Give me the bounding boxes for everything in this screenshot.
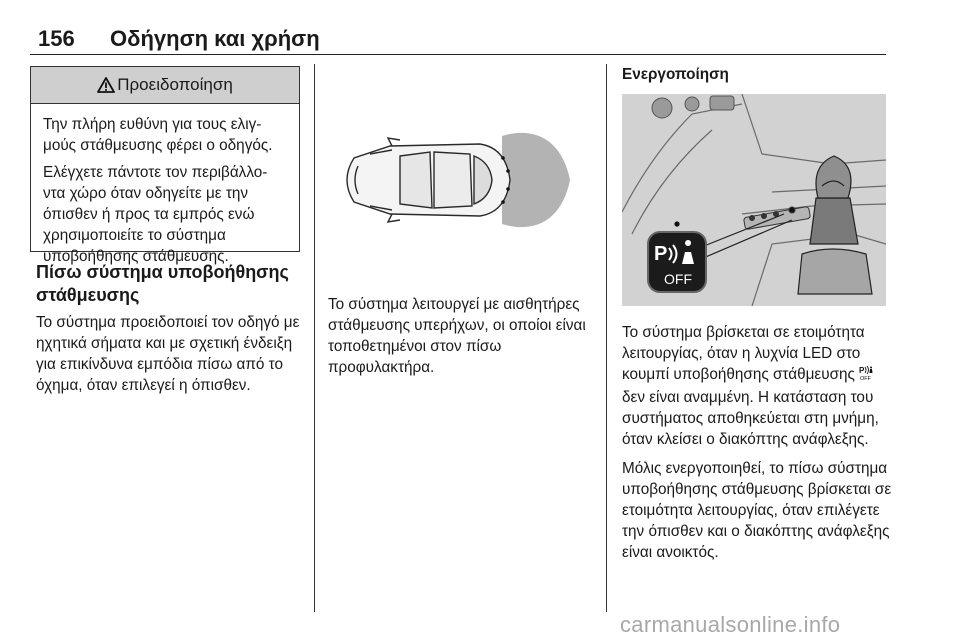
activation-paragraph-1 xyxy=(622,322,892,450)
middle-body-text: Το σύστημα λειτουργεί με αισθητήρες στάθμευσης υπερήχων, οι οποίοι είναι τοποθετημένοι στον πίσω προφυλακτήρα. xyxy=(328,296,586,376)
column-divider-right xyxy=(606,64,607,612)
warning-paragraph-1: Την πλήρη ευθύνη για τους ελιγ-μούς στάθμευσης φέρει ο οδηγός. xyxy=(43,116,273,154)
warning-title: Προειδοποίηση xyxy=(117,75,233,94)
led-indicator xyxy=(674,221,679,226)
watermark: carmanualsonline.info xyxy=(620,612,841,637)
sensor-dot xyxy=(506,187,510,191)
warning-box xyxy=(30,66,300,265)
warning-body xyxy=(31,104,299,267)
activation-text-part1: Το σύστημα βρίσκεται σε ετοιμότητα λειτουργίας, όταν η λυχνία LED στο κουμπί υποβοήθησης στάθμευσης xyxy=(622,324,865,383)
off-label: OFF xyxy=(664,271,692,287)
warning-header xyxy=(31,67,299,104)
column-divider-left xyxy=(314,64,315,612)
section-heading-rear-park-assist: Πίσω σύστημα υποβοήθησης στάθμευσης xyxy=(36,262,289,305)
sensor-dot xyxy=(501,200,505,204)
center-console-illustration xyxy=(622,94,886,306)
warning-triangle-icon xyxy=(97,77,115,93)
activation-paragraph-2: Μόλις ενεργοποιηθεί, το πίσω σύστημα υποβοήθησης στάθμευσης βρίσκεται σε ετοιμότητα λειτουργίας, όταν επιλέγετε την όπισθεν και ο διακόπτης ανάφλεξης είναι ανοικτός. xyxy=(622,460,892,561)
car-sensor-illustration xyxy=(330,118,600,242)
sensor-dot xyxy=(501,156,505,160)
activation-text-part2: δεν είναι αναμμένη. Η κατάσταση του συστήματος αποθηκεύεται στη μνήμη, όταν κλείσει ο διακόπτης ανάφλεξης. xyxy=(622,389,879,448)
warning-paragraph-2: Ελέγχετε πάντοτε τον περιβάλλο-ντα χώρο όταν οδηγείτε με την όπισθεν ή προς τα εμπρός ενώ χρησιμοποιείτε το σύστημα υποβοήθησης στάθμευσης. xyxy=(43,164,268,265)
park-assist-off-icon xyxy=(859,365,873,387)
svg-text:OFF: OFF xyxy=(860,376,872,381)
page-number: 156 xyxy=(38,26,75,51)
page-title: Οδήγηση και χρήση xyxy=(110,26,320,51)
activation-heading: Ενεργοποίηση xyxy=(622,66,729,83)
car-top-view xyxy=(347,138,510,222)
sensor-detection-zone xyxy=(502,133,570,227)
svg-text:P: P xyxy=(654,243,668,265)
page-header xyxy=(30,26,886,55)
svg-text:P: P xyxy=(859,366,865,375)
park-assist-button-callout xyxy=(648,221,706,292)
left-body-text: Το σύστημα προειδοποιεί τον οδηγό με ηχητικά σήματα και με σχετική ένδειξη για επικίνδυνα εμπόδια πίσω από το όχημα, όταν επιλεγεί η όπισθεν. xyxy=(36,314,300,394)
sensor-dot xyxy=(506,169,510,173)
